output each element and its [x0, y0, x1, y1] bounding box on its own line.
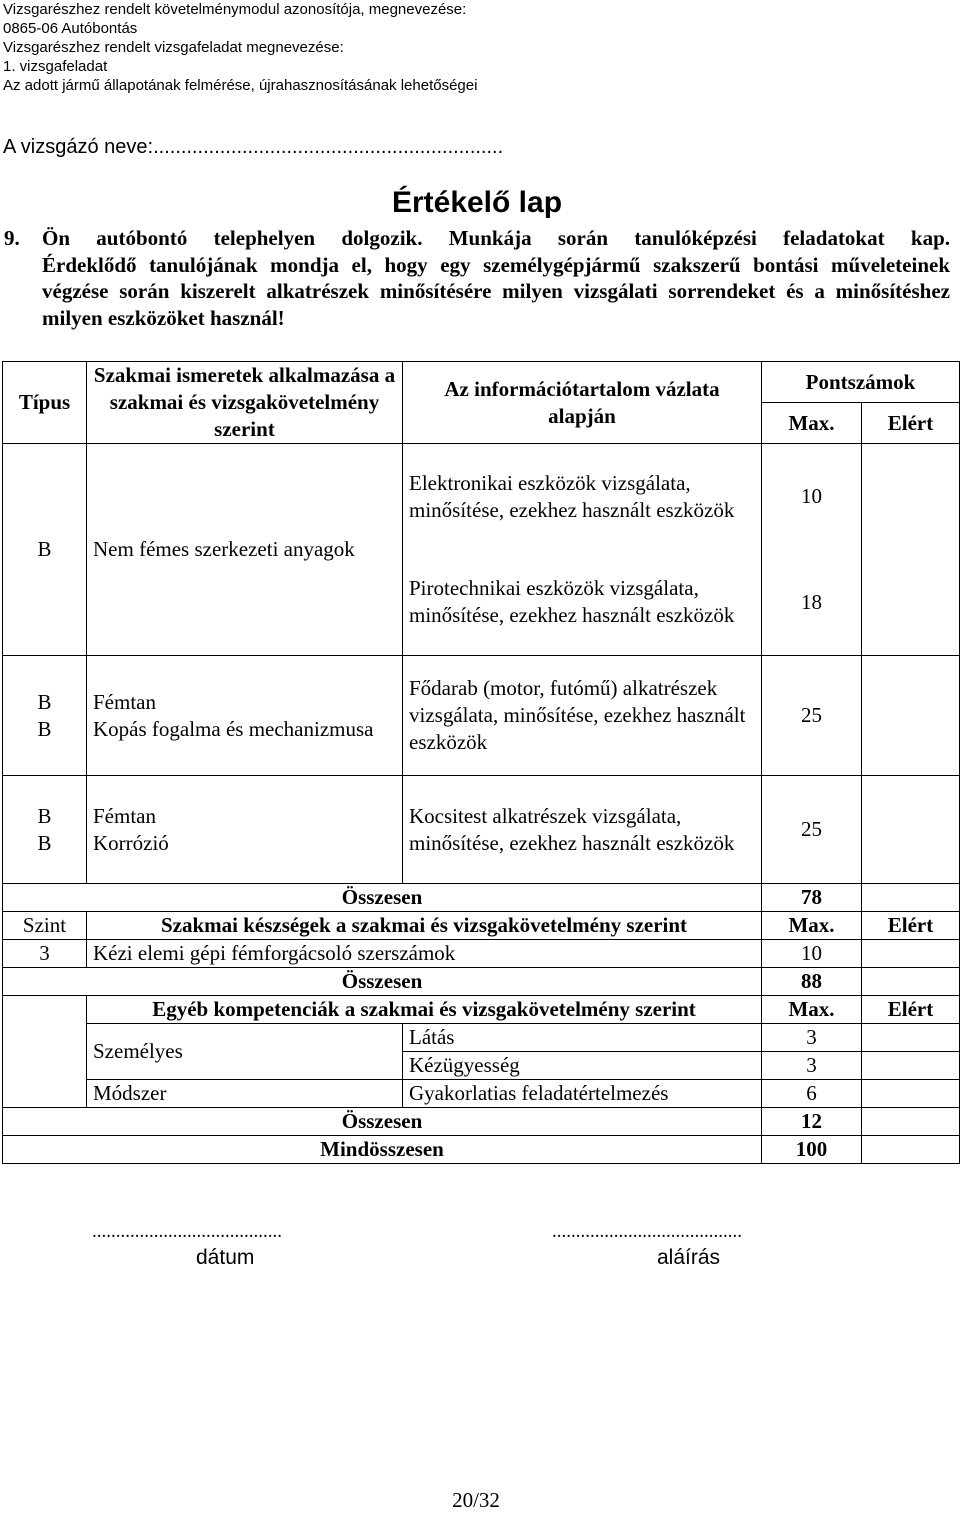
type-cell [3, 776, 87, 884]
date-label: dátum [196, 1246, 255, 1269]
topic-cell [87, 656, 403, 776]
task-line-1: Ön autóbontó telephelyen dolgozik. Munkája során tanulóképzési feladatokat kap. [42, 226, 950, 250]
page-number-text: 20/32 [452, 1488, 500, 1512]
header-module-label: Vizsgarészhez rendelt követelménymodul azonosítója, megnevezése: [3, 1, 467, 18]
page-title-text: Értékelő lap [391, 186, 563, 219]
skills-head-level: Szint [3, 912, 87, 940]
evaluation-table [2, 361, 960, 1164]
achieved-cell [862, 884, 960, 912]
col-head-achieved: Elért [862, 403, 960, 444]
task-text-rest: Érdeklődő tanulójának mondja el, hogy egy személygépjármű szakszerű bontási műveleteinek végzése során kiszerelt alkatrészek minősítésére milyen vizsgálati sorrendeket és a minősítéshez milyen eszközöket használ! [42, 252, 950, 331]
col-head-max: Max. [762, 403, 862, 444]
empty-cell [3, 996, 87, 1024]
grand-total-value: 100 [762, 1136, 862, 1164]
subtotal-value: 88 [762, 968, 862, 996]
topic-line: Korrózió [93, 830, 169, 855]
skills-label: Kézi elemi gépi fémforgácsoló szerszámok [87, 940, 762, 968]
header-task-label: Vizsgarészhez rendelt vizsgafeladat megnevezése: [3, 39, 344, 56]
subtotal-label: Összesen [3, 1108, 762, 1136]
type-cell: B [3, 444, 87, 656]
type-value: B [37, 716, 52, 741]
personal-item: Kézügyesség [403, 1052, 762, 1080]
topic-line: Fémtan [93, 689, 156, 714]
task-number: 9. [4, 226, 20, 250]
max-cell: 25 [762, 776, 862, 884]
achieved-cell [862, 940, 960, 968]
topic-cell: Nem fémes szerkezeti anyagok [87, 444, 403, 656]
achieved-cell [862, 776, 960, 884]
page-number [0, 1488, 960, 1513]
achieved-cell [862, 656, 960, 776]
achieved-cell [862, 968, 960, 996]
skills-head-achieved: Elért [862, 912, 960, 940]
candidate-name-line: A vizsgázó neve:............................................................... [3, 136, 504, 158]
other-head-max: Max. [762, 996, 862, 1024]
max-cell: 25 [762, 656, 862, 776]
achieved-cell [862, 1024, 960, 1052]
achieved-cell [862, 1052, 960, 1080]
col-head-points: Pontszámok [762, 362, 960, 403]
document-header [3, 0, 477, 95]
type-cell [3, 656, 87, 776]
date-signature-line: ........................................ [92, 1221, 282, 1242]
topic-cell [87, 776, 403, 884]
topic-line: Kopás fogalma és mechanizmusa [93, 716, 374, 741]
other-head-achieved: Elért [862, 996, 960, 1024]
subtotal-label: Összesen [3, 884, 762, 912]
type-value: B [37, 689, 52, 714]
personal-item: Látás [403, 1024, 762, 1052]
subtotal-value: 78 [762, 884, 862, 912]
empty-cell [3, 1024, 87, 1108]
type-value: B [37, 830, 52, 855]
personal-item-max: 3 [762, 1024, 862, 1052]
method-item: Gyakorlatias feladatértelmezés [403, 1080, 762, 1108]
subtotal-label: Összesen [3, 968, 762, 996]
type-value: B [37, 803, 52, 828]
skills-level: 3 [3, 940, 87, 968]
other-head-label: Egyéb kompetenciák a szakmai és vizsgakövetelmény szerint [87, 996, 762, 1024]
signature-line: ........................................ [552, 1221, 742, 1242]
achieved-cell [862, 1108, 960, 1136]
achieved-cell [862, 1136, 960, 1164]
header-module-name: 0865-06 Autóbontás [3, 20, 138, 37]
content-cell: Elektronikai eszközök vizsgálata, minősítése, ezekhez használt eszközök [403, 444, 762, 550]
header-task-name: Az adott jármű állapotának felmérése, újrahasznosításának lehetőségei [3, 77, 478, 94]
content-cell: Pirotechnikai eszközök vizsgálata, minősítése, ezekhez használt eszközök [403, 550, 762, 656]
skills-head-label: Szakmai készségek a szakmai és vizsgakövetelmény szerint [87, 912, 762, 940]
grand-total-label: Mindösszesen [3, 1136, 762, 1164]
achieved-cell [862, 444, 960, 656]
skills-head-max: Max. [762, 912, 862, 940]
signature-label: aláírás [657, 1246, 721, 1269]
content-cell: Kocsitest alkatrészek vizsgálata, minősítése, ezekhez használt eszközök [403, 776, 762, 884]
page-title [0, 186, 960, 220]
method-label: Módszer [87, 1080, 403, 1108]
achieved-cell [862, 1080, 960, 1108]
task-statement [4, 225, 950, 332]
header-task-number: 1. vizsgafeladat [3, 58, 108, 75]
topic-line: Fémtan [93, 803, 156, 828]
max-cell: 10 [762, 444, 862, 550]
col-head-outline: Az információtartalom vázlata alapján [403, 362, 762, 444]
col-head-knowledge: Szakmai ismeretek alkalmazása a szakmai és vizsgakövetelmény szerint [87, 362, 403, 444]
col-head-type: Típus [3, 362, 87, 444]
personal-item-max: 3 [762, 1052, 862, 1080]
skills-max: 10 [762, 940, 862, 968]
subtotal-value: 12 [762, 1108, 862, 1136]
personal-label: Személyes [87, 1024, 403, 1080]
method-item-max: 6 [762, 1080, 862, 1108]
content-cell: Fődarab (motor, futómű) alkatrészek vizsgálata, minősítése, ezekhez használt eszközök [403, 656, 762, 776]
max-cell: 18 [762, 550, 862, 656]
